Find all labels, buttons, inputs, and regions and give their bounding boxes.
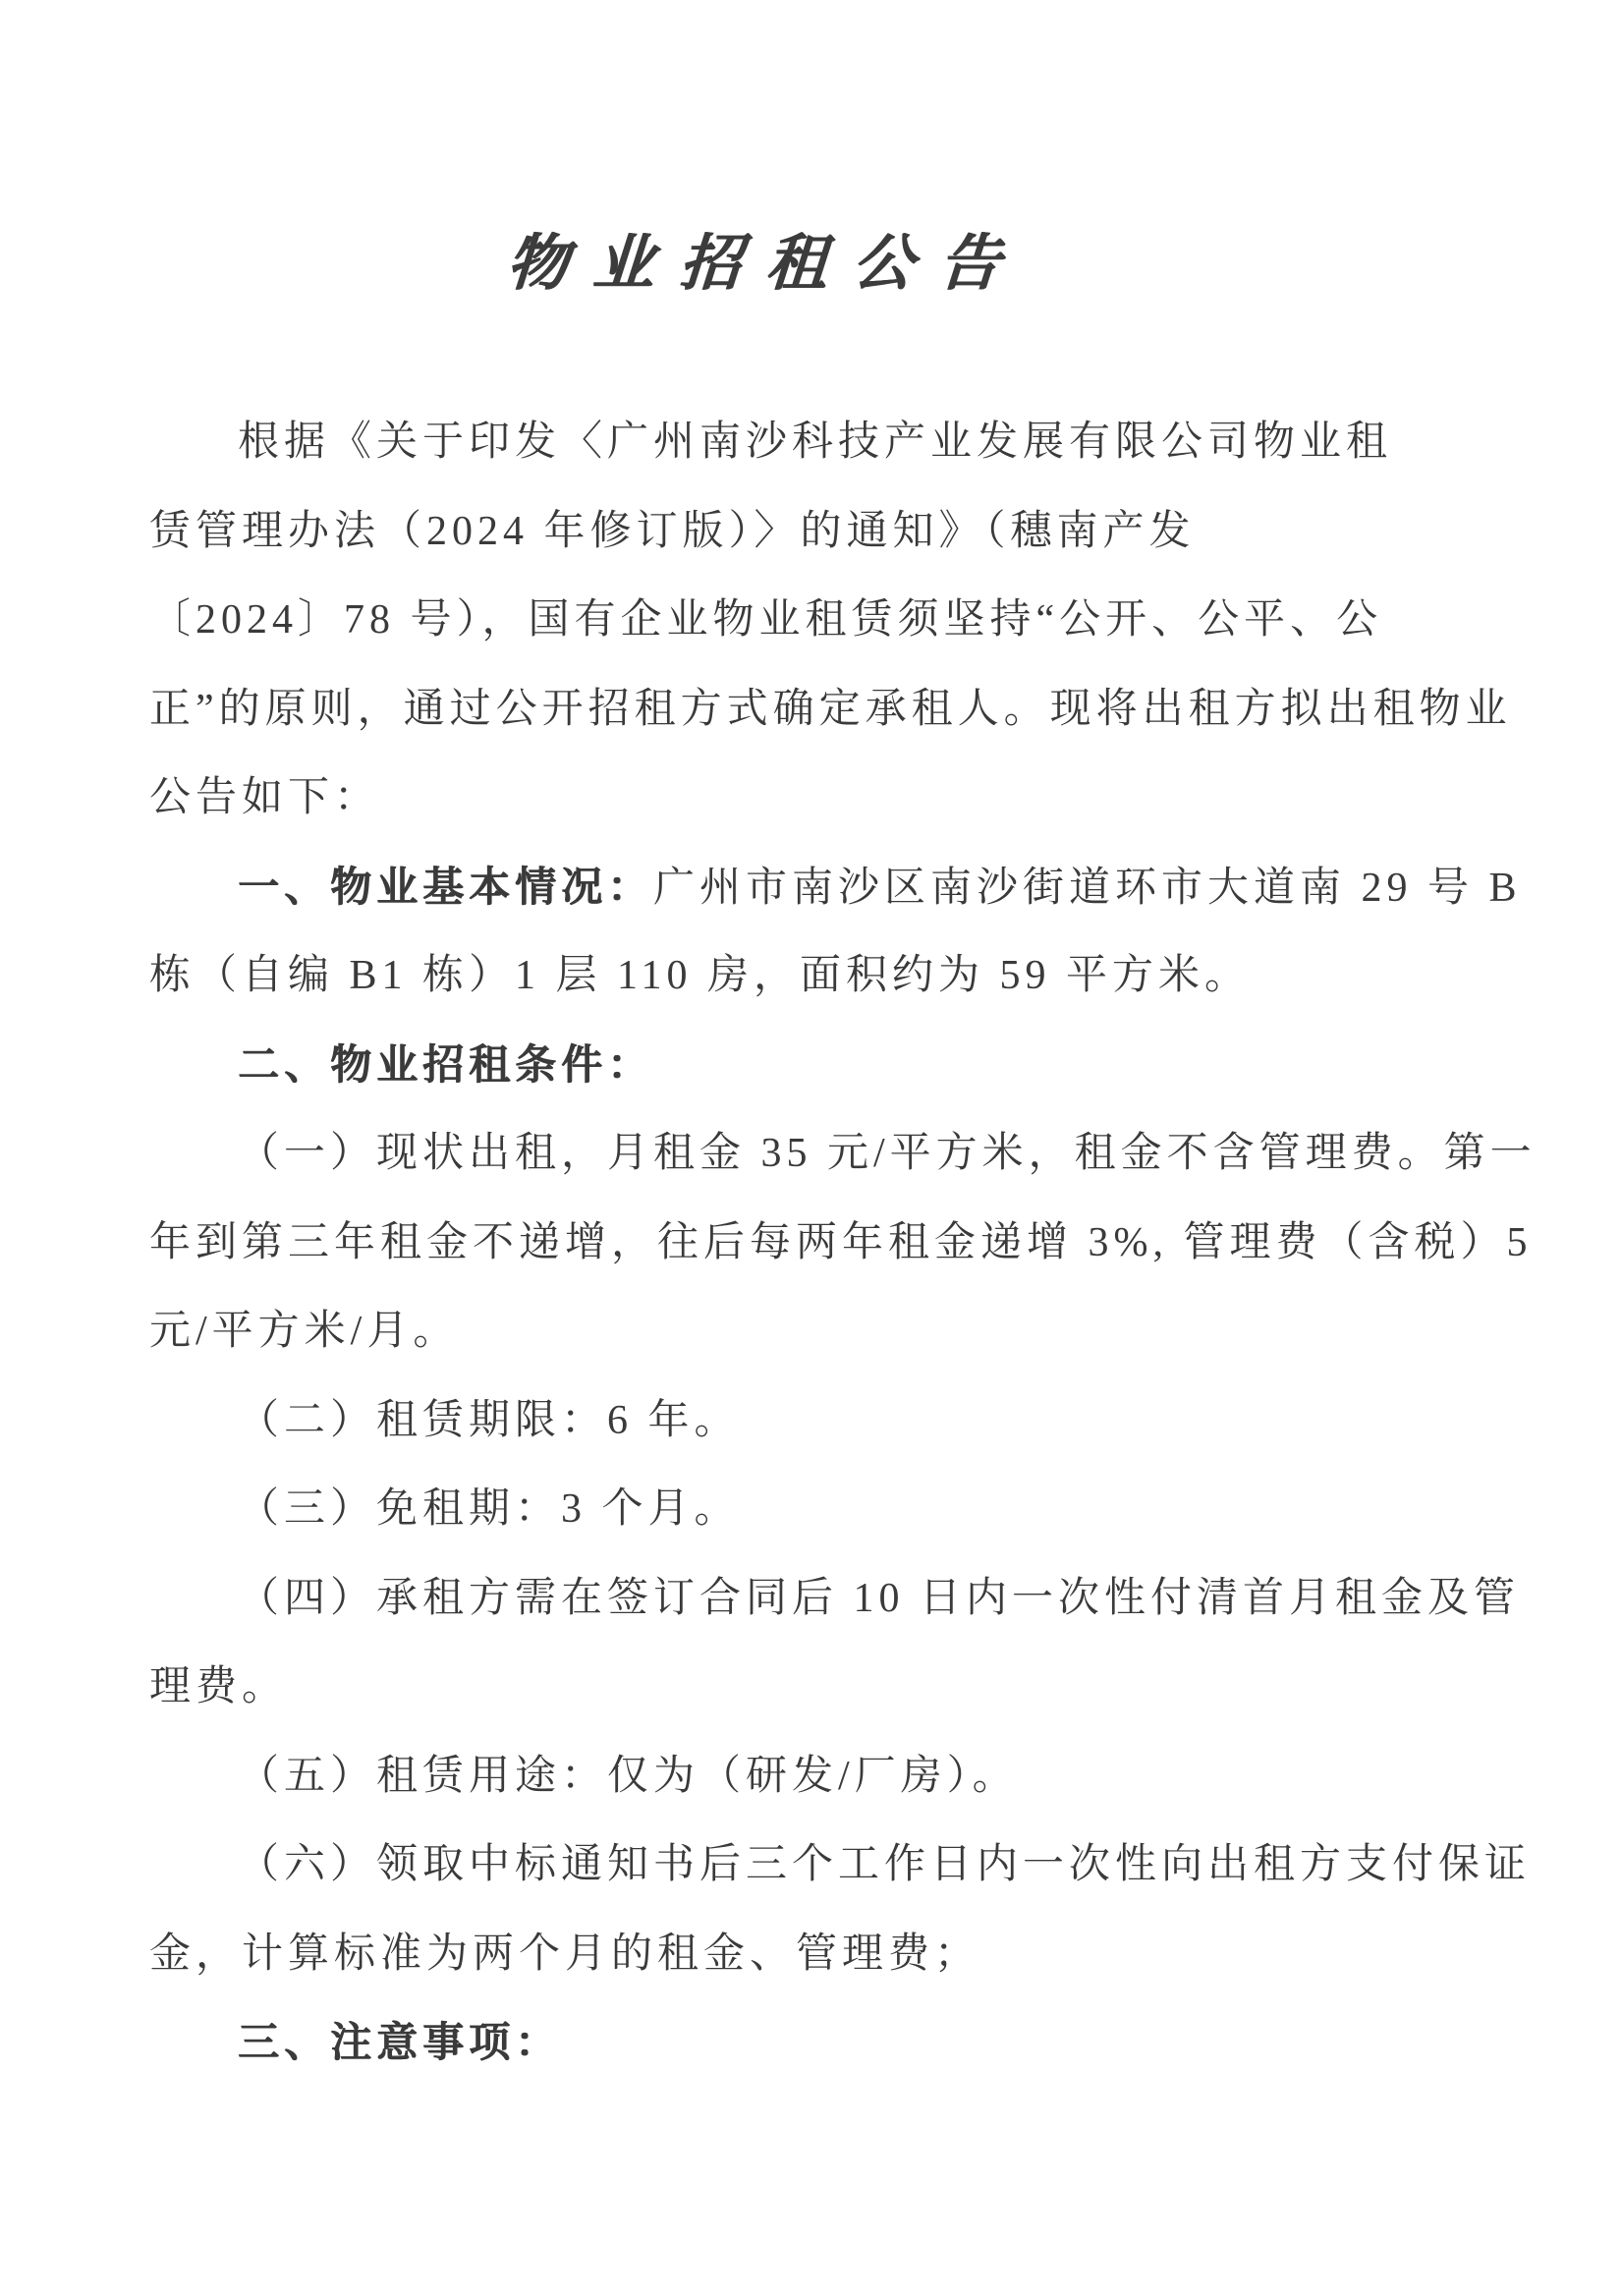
text-run: 年到第三年租金不递增，往后每两年租金递增 3%, 管理费（含税）5 bbox=[149, 1219, 1533, 1265]
text-run: 金，计算标准为两个月的租金、管理费； bbox=[149, 1931, 981, 1977]
text-line bbox=[149, 487, 1515, 577]
text-run: 正”的原则，通过公开招租方式确定承租人。现将出租方拟出租物业 bbox=[149, 686, 1512, 732]
text-line bbox=[149, 576, 1515, 665]
text-line bbox=[149, 1643, 1515, 1732]
text-run: （一）现状出租，月租金 35 元/平方米，租金不含管理费。第一 bbox=[238, 1131, 1537, 1176]
document-body bbox=[149, 398, 1537, 2088]
text-run: 广州市南沙区南沙街道环市大道南 29 号 B bbox=[653, 865, 1522, 911]
text-run: （三）免租期：3 个月。 bbox=[238, 1486, 741, 1532]
document-title: 物业招租公告 bbox=[504, 231, 1028, 298]
text-line bbox=[149, 1376, 1515, 1466]
text-line bbox=[149, 843, 1522, 932]
section-heading-run: 三、注意事项： bbox=[238, 2019, 562, 2065]
text-line bbox=[149, 1109, 1537, 1199]
section-heading-run: 二、物业招租条件： bbox=[238, 1040, 654, 1088]
text-line bbox=[149, 1820, 1532, 1910]
text-run: 元/平方米/月。 bbox=[149, 1309, 460, 1354]
text-run: 理费。 bbox=[149, 1664, 289, 1709]
text-line bbox=[149, 665, 1515, 755]
text-line bbox=[149, 754, 1515, 843]
text-line bbox=[149, 1998, 1515, 2088]
text-line bbox=[149, 1465, 1515, 1554]
text-run: 公告如下： bbox=[149, 775, 381, 820]
text-run: （二）租赁期限：6 年。 bbox=[238, 1397, 741, 1443]
section-heading-run: 一、物业基本情况： bbox=[238, 863, 654, 910]
text-line bbox=[149, 1021, 1515, 1110]
text-line bbox=[149, 1287, 1515, 1376]
text-run: 根据《关于印发〈广州南沙科技产业发展有限公司物业租 bbox=[238, 420, 1393, 465]
text-line bbox=[149, 1554, 1521, 1644]
text-line bbox=[149, 398, 1515, 487]
text-line bbox=[149, 931, 1515, 1021]
text-run: 栋（自编 B1 栋）1 层 110 房，面积约为 59 平方米。 bbox=[149, 953, 1251, 998]
text-run: （五）租赁用途：仅为（研发/厂房）。 bbox=[238, 1753, 1019, 1799]
text-line bbox=[149, 1910, 1515, 1999]
text-run: （四）承租方需在签订合同后 10 日内一次性付清首月租金及管 bbox=[238, 1575, 1521, 1621]
text-run: 〔2024〕78 号），国有企业物业租赁须坚持“公开、公平、公 bbox=[149, 597, 1383, 643]
text-run: （六）领取中标通知书后三个工作日内一次性向出租方支付保证 bbox=[238, 1842, 1532, 1887]
text-run: 赁管理办法（2024 年修订版）〉的通知》（穗南产发 bbox=[149, 508, 1196, 554]
text-line bbox=[149, 1199, 1533, 1288]
text-line bbox=[149, 1732, 1515, 1821]
